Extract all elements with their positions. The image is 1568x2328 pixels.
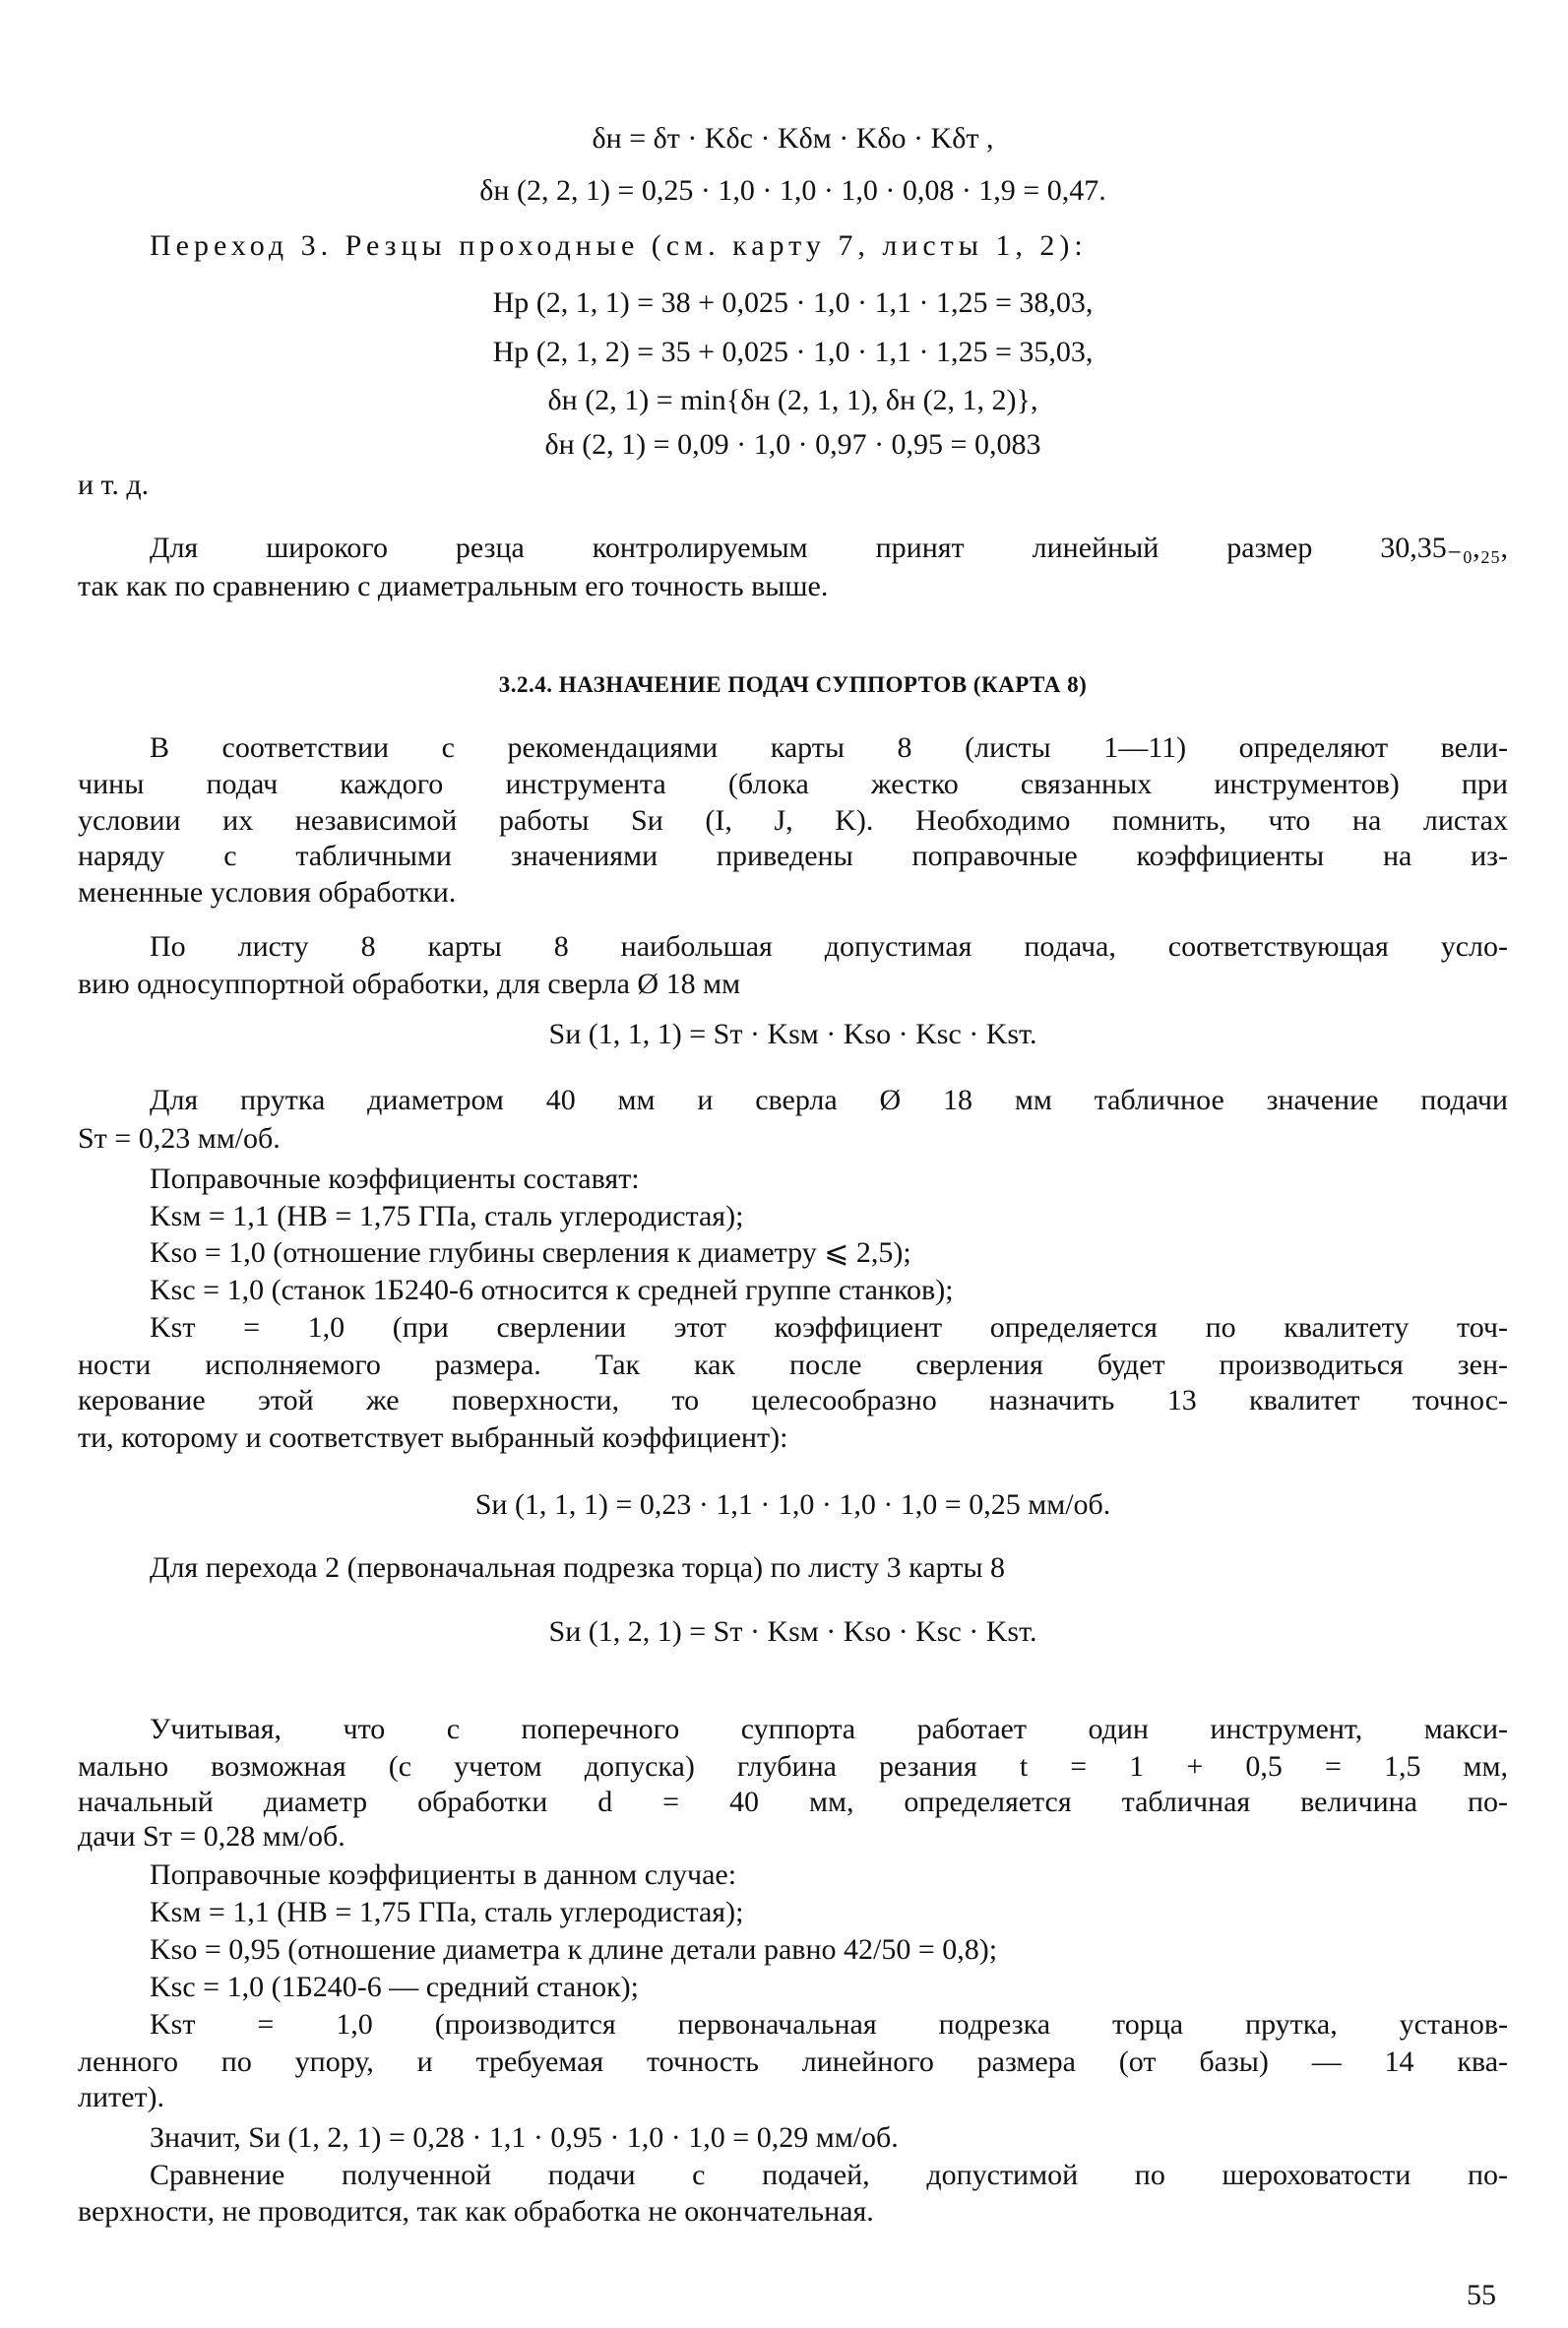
paragraph-line: Поправочные коэффициенты в данном случае: [150,1858,737,1891]
paragraph-line: литет). [78,2081,165,2113]
paragraph-line: По листу 8 карты 8 наибольшая допустимая подача, соответствующая усло- [150,930,1508,963]
paragraph-line: Для перехода 2 (первоначальная подрезка торца) по листу 3 карты 8 [150,1551,1005,1584]
paragraph-line: Учитывая, что с поперечного суппорта работает один инструмент, макси- [150,1713,1508,1745]
paragraph-line: чины подач каждого инструмента (блока жестко связанных инструментов) при [78,768,1508,800]
paragraph-line: В соответствии с рекомендациями карты 8 (листы 1—11) определяют вели- [150,731,1508,764]
paragraph-line: начальный диаметр обработки d = 40 мм, определяется табличная величина по- [78,1786,1508,1818]
paragraph-line: Для широкого резца контролируемым принят линейный размер 30,35₋₀,₂₅, [150,532,1508,564]
formula: Sи (1, 1, 1) = Sт · Kѕм · Kѕо · Kѕс · Kѕт. [548,1018,1037,1050]
section-heading: 3.2.4. НАЗНАЧЕНИЕ ПОДАЧ СУППОРТОВ (КАРТА 8) [498,672,1088,697]
paragraph-line: вию односуппортной обработки, для сверла Ø 18 мм [78,968,741,1000]
paragraph-line: мально возможная (с учетом допуска) глубина резания t = 1 + 0,5 = 1,5 мм, [78,1750,1508,1783]
paragraph-line: Kѕс = 1,0 (1Б240-6 — средний станок); [150,1971,640,2003]
paragraph-line: ности исполняемого размера. Так как после сверления будет производиться зен- [78,1349,1508,1381]
formula: δн = δт · Kδс · Kδм · Kδо · Kδт , [592,122,994,155]
paragraph-line: Kѕс = 1,0 (станок 1Б240-6 относится к средней группе станков); [150,1274,954,1306]
paragraph-line: Sт = 0,23 мм/об. [78,1122,281,1155]
formula: δн (2, 2, 1) = 0,25 · 1,0 · 1,0 · 1,0 · 0,08 · 1,9 = 0,47. [479,174,1106,207]
formula: δн (2, 1) = 0,09 · 1,0 · 0,97 · 0,95 = 0,083 [544,428,1041,461]
paragraph-line: Kѕт = 1,0 (производится первоначальная подрезка торца прутка, установ- [150,2008,1508,2041]
paragraph-line: Поправочные коэффициенты составят: [150,1163,640,1195]
paragraph-line: дачи Sт = 0,28 мм/об. [78,1820,345,1853]
paragraph-line: Сравнение полученной подачи с подачей, допустимой по шероховатости по- [150,2159,1508,2191]
paragraph-line: верхности, не проводится, так как обработка не окончательная. [78,2195,874,2228]
paragraph-line: условии их независимой работы Sи (I, J, K). Необходимо помнить, что на листах [78,804,1508,837]
paragraph-line: и т. д. [78,469,150,501]
page-number: 55 [1467,2279,1496,2311]
paragraph-line: Для прутка диаметром 40 мм и сверла Ø 18 мм табличное значение подачи [150,1084,1508,1116]
paragraph-line: Значит, Sи (1, 2, 1) = 0,28 · 1,1 · 0,95 · 1,0 · 1,0 = 0,29 мм/об. [150,2121,899,2154]
paragraph-line: керование этой же поверхности, то целесообразно назначить 13 квалитет точнос- [78,1384,1508,1416]
paragraph-line: Kѕм = 1,1 (HB = 1,75 ГПа, сталь углеродистая); [150,1200,744,1232]
formula: Sи (1, 1, 1) = 0,23 · 1,1 · 1,0 · 1,0 · 1,0 = 0,25 мм/об. [474,1488,1111,1521]
formula: Hр (2, 1, 2) = 35 + 0,025 · 1,0 · 1,1 · 1,25 = 35,03, [492,336,1094,368]
paragraph-line: ленного по упору, и требуемая точность линейного размера (от базы) — 14 ква- [78,2045,1508,2078]
paragraph-line: наряду с табличными значениями приведены поправочные коэффициенты на из- [78,840,1508,872]
formula: Sи (1, 2, 1) = Sт · Kѕм · Kѕо · Kѕс · Kѕт. [548,1615,1037,1648]
paragraph-line: Переход 3. Резцы проходные (см. карту 7, листы 1, 2): [150,229,1088,262]
formula: Hр (2, 1, 1) = 38 + 0,025 · 1,0 · 1,1 · 1,25 = 38,03, [492,286,1094,319]
paragraph-line: мененные условия обработки. [78,876,457,909]
paragraph-line: Kѕо = 1,0 (отношение глубины сверления к диаметру ⩽ 2,5); [150,1236,911,1269]
paragraph-line: Kѕм = 1,1 (HB = 1,75 ГПа, сталь углеродистая); [150,1896,744,1928]
paragraph-line: Kѕт = 1,0 (при сверлении этот коэффициент определяется по квалитету точ- [150,1311,1508,1344]
paragraph-line: ти, которому и соответствует выбранный коэффициент): [78,1421,788,1454]
paragraph-line: Kѕо = 0,95 (отношение диаметра к длине детали равно 42/50 = 0,8); [150,1933,998,1966]
formula: δн (2, 1) = min{δн (2, 1, 1), δн (2, 1, 2)}, [547,384,1038,416]
paragraph-line: так как по сравнению с диаметральным его точность выше. [78,570,829,602]
